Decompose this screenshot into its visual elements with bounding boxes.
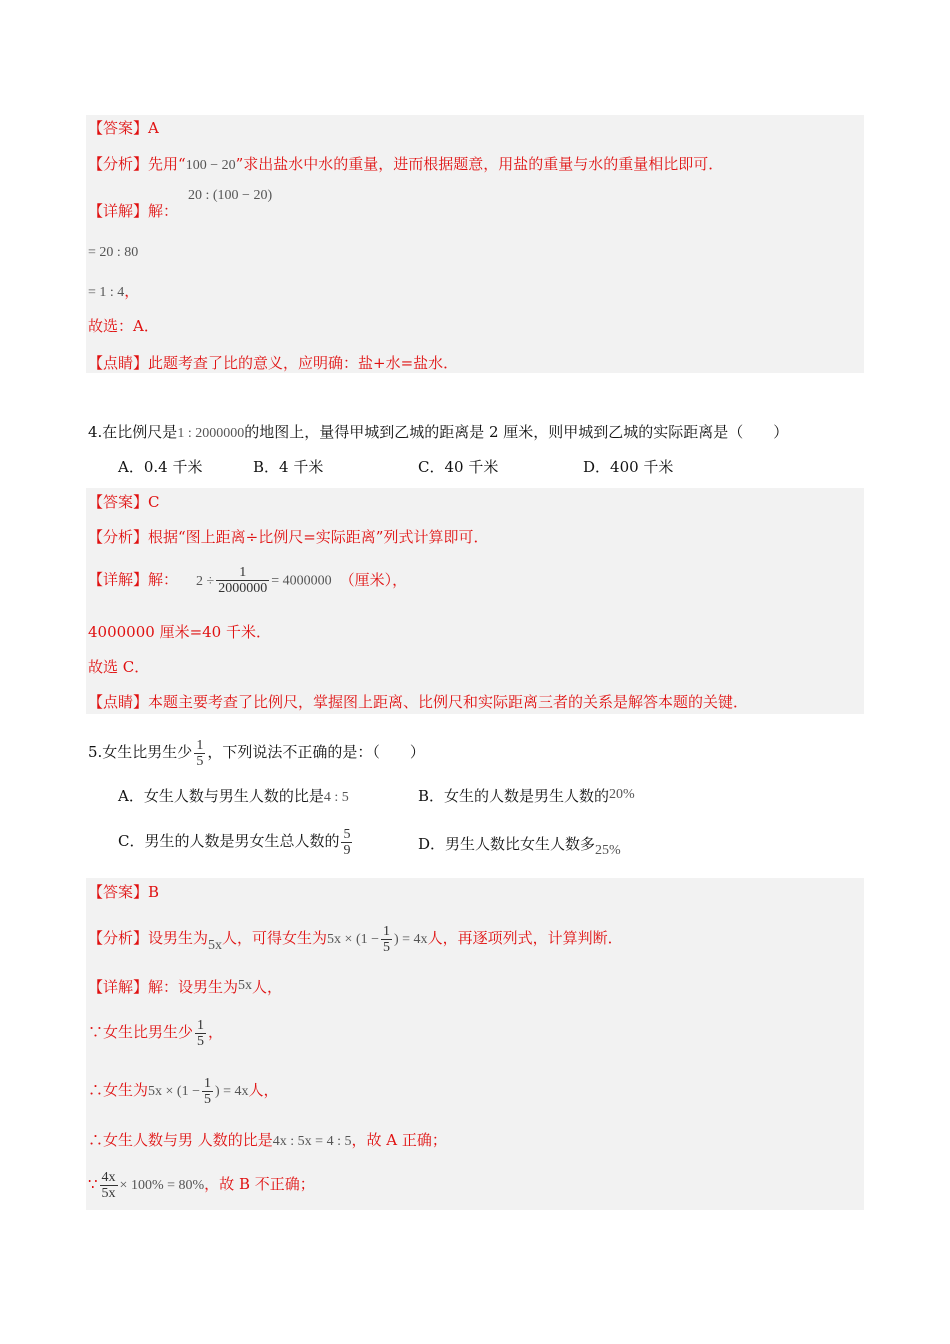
math-expression: 5x (238, 978, 253, 993)
fraction: $\frac{1}{5}$ (197, 1017, 205, 1049)
fraction: $\frac{1}{5}$ (383, 923, 390, 955)
punctuation: ， (208, 1023, 224, 1041)
option-text: A．女生人数与男生人数的比是 (118, 787, 324, 805)
math-step: 20 : (100 − 20) (188, 188, 273, 203)
solution-box-2 (86, 488, 864, 714)
math-expression: × 100% = 80% (119, 1178, 205, 1193)
math-step-line (88, 281, 139, 303)
analysis-tag: 【分析】 (88, 929, 149, 947)
fraction: $\frac{1}{5}$ (196, 737, 204, 769)
math-expression: ) = 4x (214, 1084, 249, 1099)
stem-text: 5.女生比男生少 (88, 743, 193, 761)
detail-text: 解： (148, 202, 179, 220)
conversion-line: 4000000 厘米=40 千米． (88, 623, 271, 641)
reason-line (88, 1012, 223, 1052)
detail-line (88, 977, 282, 999)
math-expression: = 4000000 (271, 573, 332, 589)
fraction: $\frac{5}{9}$ (343, 826, 351, 858)
analysis-text: 人，可得女生为 (222, 929, 328, 947)
question-4-stem (88, 422, 788, 444)
stem-text: 4.在比例尺是 (88, 423, 178, 441)
option-d (418, 834, 621, 856)
detail-tag: 【详解】 (88, 202, 149, 220)
reason-text: ∴女生为 (88, 1081, 149, 1099)
analysis-text: 先用“ (148, 155, 186, 173)
tip-line: 【点睛】此题考查了比的意义，应明确：盐+水=盐水． (88, 354, 459, 372)
reason-line (88, 1130, 447, 1152)
option-c: C．40 千米 (418, 458, 499, 476)
analysis-tag: 【分析】 (88, 155, 149, 173)
math-expression: 5x × (1 − (148, 1084, 200, 1099)
reason-text: 人， (248, 1081, 279, 1099)
math-expression: 5x (208, 938, 223, 953)
math-expression: 1 : 2000000 (177, 426, 245, 441)
unit-text: （厘米）， (339, 570, 408, 589)
fraction: $\frac{1}{2000000}$ (218, 565, 268, 596)
math-expression: 4 : 5 (323, 790, 349, 805)
math-expression: 5x × (1 − (327, 932, 379, 947)
option-d: D．400 千米 (583, 458, 674, 476)
reason-text: ∵ (88, 1175, 98, 1193)
option-text: D．男生人数比女生人数多 (418, 835, 596, 853)
detail-text: 人， (252, 978, 283, 996)
option-b (418, 786, 635, 808)
math-step: = 1 : 4 (88, 285, 125, 300)
math-expression: 100 − 20 (185, 158, 236, 173)
answer-label: 【答案】C (88, 493, 160, 511)
reason-line (88, 1070, 279, 1112)
option-text: B．女生的人数是男生人数的 (418, 787, 610, 805)
option-a (118, 786, 349, 808)
reason-line (88, 1164, 315, 1206)
math-expression: 20% (609, 787, 635, 802)
math-expression: 25% (595, 843, 621, 858)
fraction: $\frac{1}{5}$ (203, 1075, 211, 1107)
question-5-stem (88, 733, 425, 771)
math-expression: 4x : 5x = 4 : 5 (272, 1134, 352, 1149)
detail-tag: 【详解】 (88, 978, 149, 996)
choice-conclusion: 故选 C． (88, 658, 150, 676)
analysis-line (88, 154, 723, 176)
answer-label: 【答案】A (88, 119, 159, 137)
math-step: = 20 : 80 (88, 245, 139, 260)
detail-text: 解： (148, 570, 179, 589)
stem-text: ，下列说法不正确的是：（ ） (207, 743, 425, 761)
answer-label: 【答案】B (88, 883, 160, 901)
reason-text: ，故 B 不正确； (204, 1175, 315, 1193)
reason-text: ∴女生人数与男 人数的比是 (88, 1131, 273, 1149)
choice-conclusion: 故选：A． (88, 317, 159, 335)
reason-text: ，故 A 正确； (351, 1131, 447, 1149)
detail-line (88, 201, 178, 221)
analysis-text: 人，再逐项列式，计算判断． (427, 929, 623, 947)
fraction: $\frac{4x}{5x}$ (101, 1169, 116, 1201)
option-a: A．0.4 千米 (118, 458, 203, 476)
math-expression: 2 ÷ (196, 573, 215, 589)
analysis-line (88, 918, 623, 960)
detail-text: 解：设男生为 (148, 978, 239, 996)
detail-line (88, 565, 407, 596)
option-c (118, 822, 354, 860)
option-b: B．4 千米 (253, 458, 324, 476)
punctuation: ， (124, 282, 140, 300)
analysis-text: ”求出盐水中水的重量，进而根据题意，用盐的重量与水的重量相比即可． (235, 155, 724, 173)
reason-text: ∵女生比男生少 (88, 1023, 194, 1041)
tip-line: 【点睛】本题主要考查了比例尺，掌握图上距离、比例尺和实际距离三者的关系是解答本题的关键． (88, 693, 749, 711)
stem-text: 的地图上，量得甲城到乙城的距离是 2 厘米，则甲城到乙城的实际距离是（ ） (244, 423, 789, 441)
option-text: C．男生的人数是男女生总人数的 (118, 832, 340, 850)
math-expression: ) = 4x (394, 932, 428, 947)
analysis-line: 【分析】根据“图上距离÷比例尺=实际距离”列式计算即可． (88, 528, 489, 546)
analysis-text: 设男生为 (148, 929, 209, 947)
detail-tag: 【详解】 (88, 570, 149, 589)
